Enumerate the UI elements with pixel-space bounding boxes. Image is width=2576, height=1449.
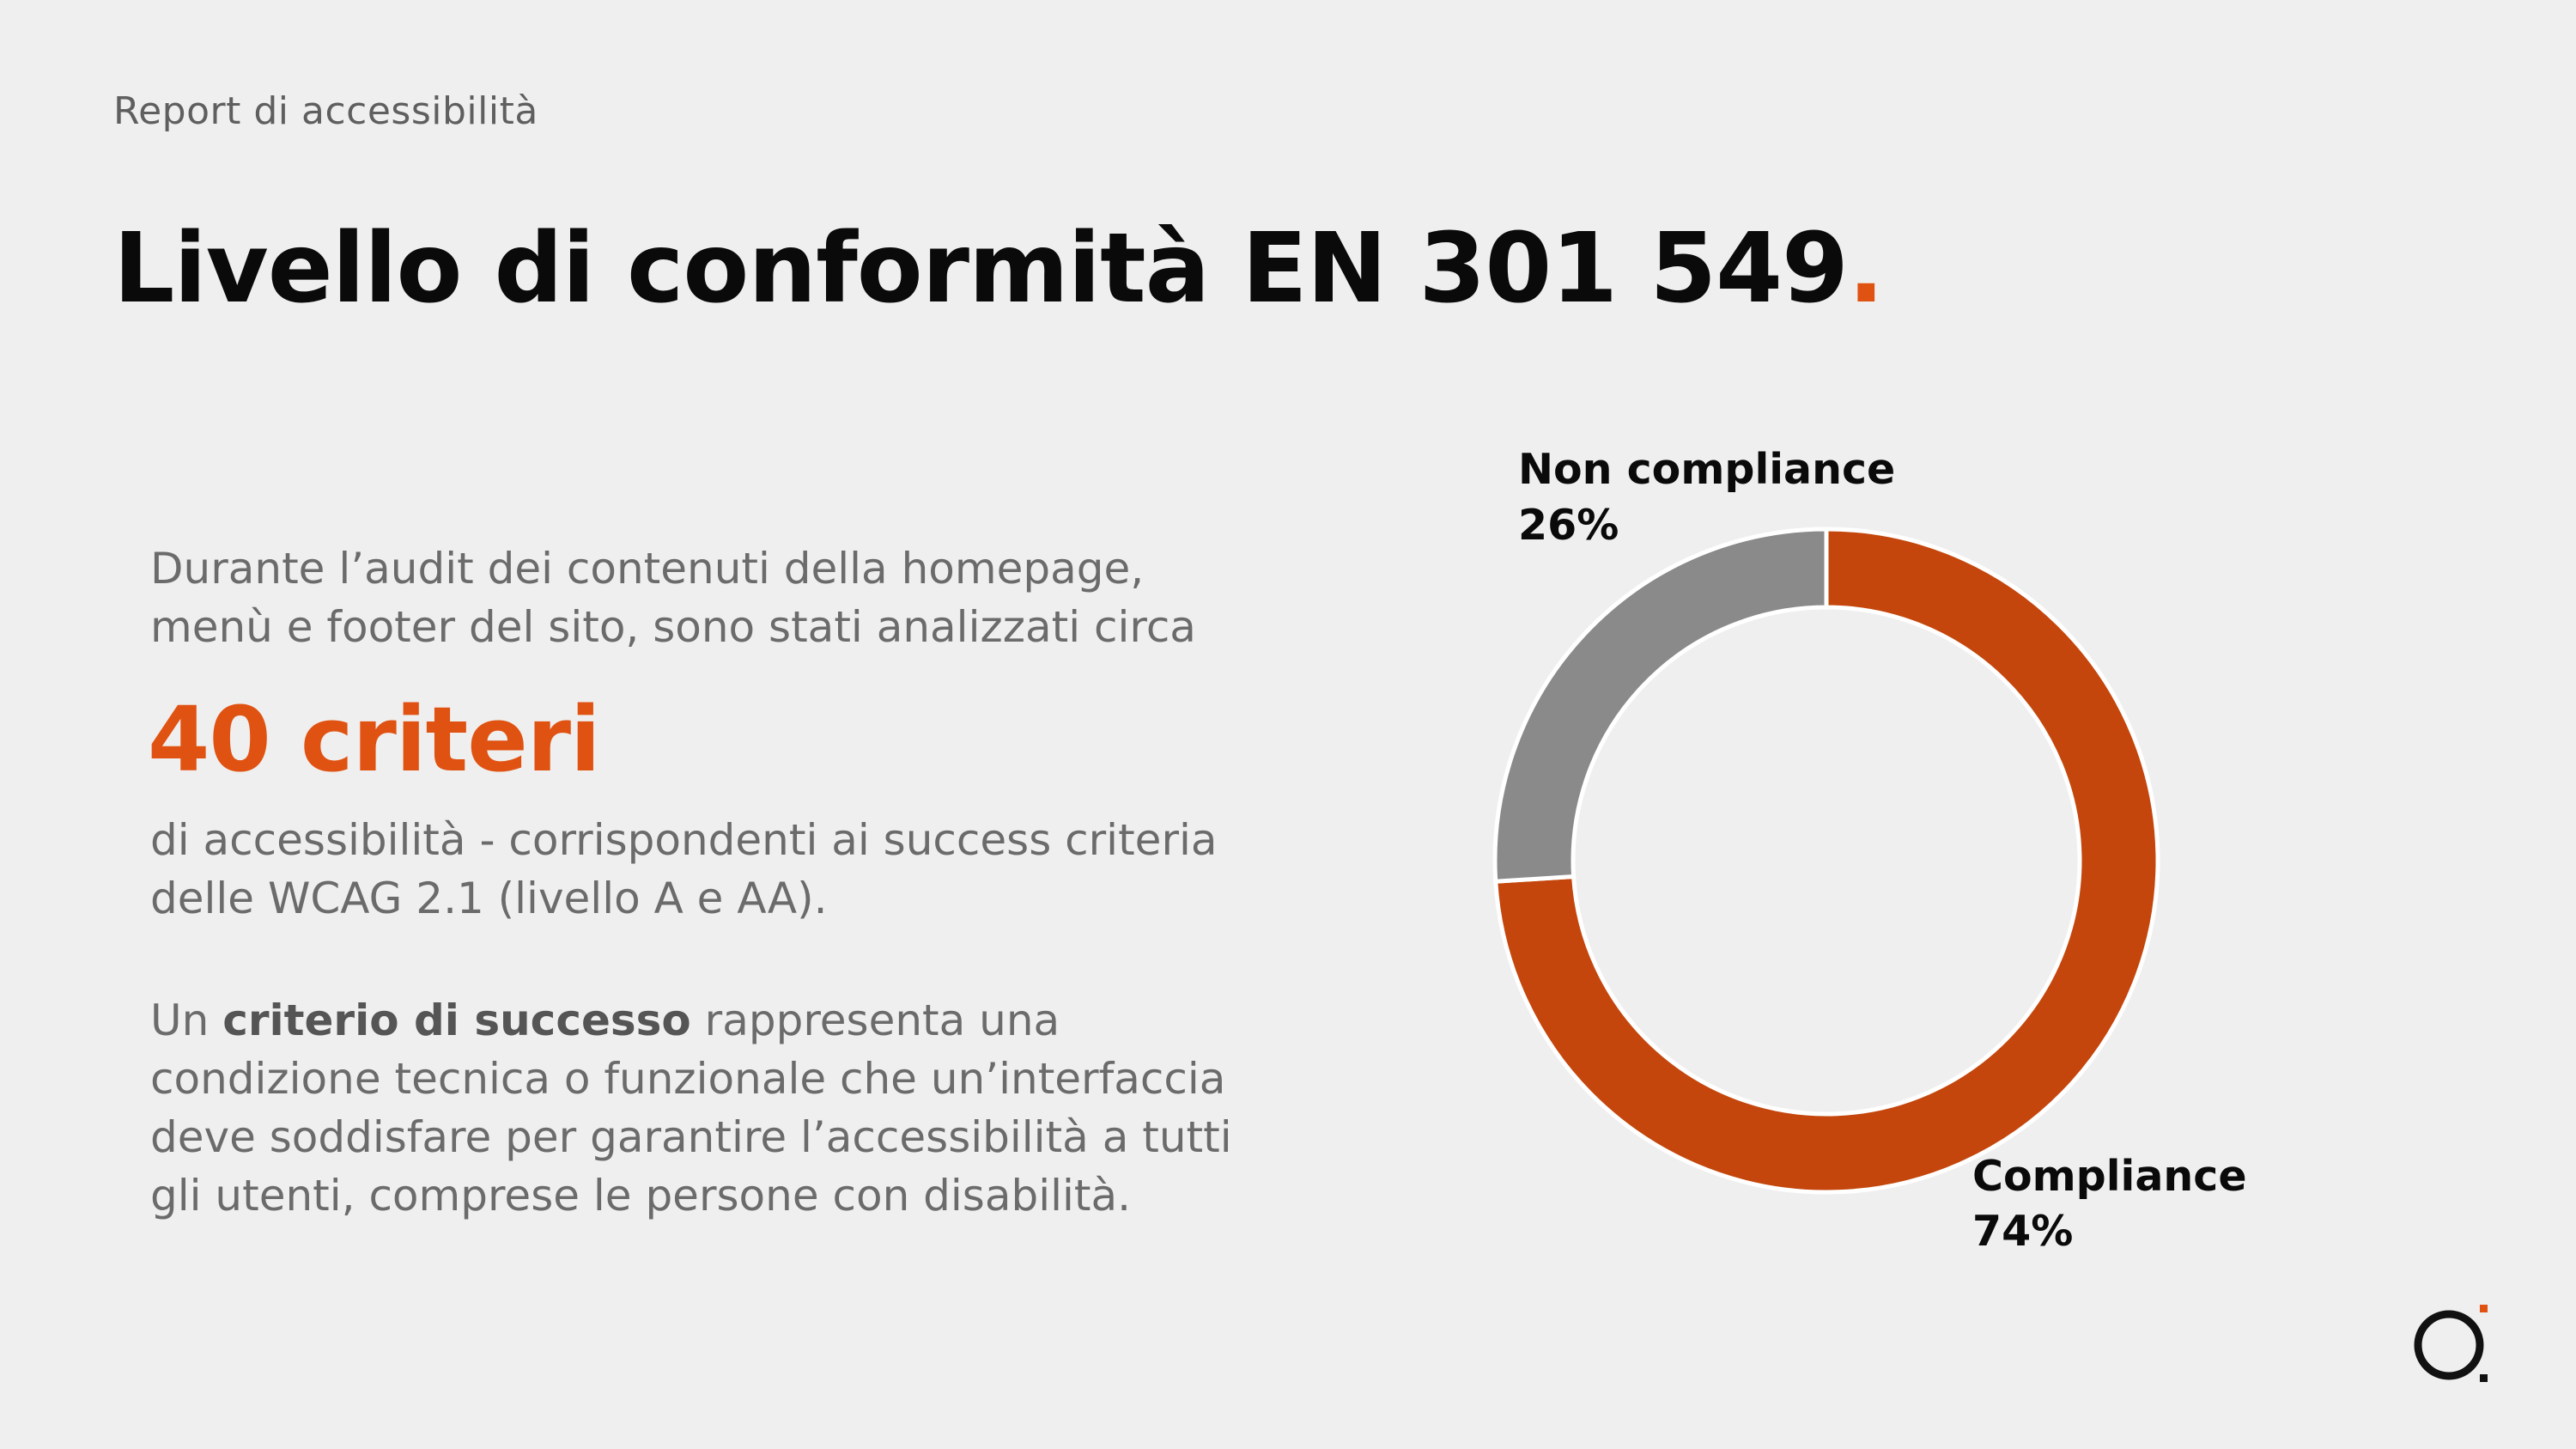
para3-rest: rappresenta una condizione tecnica o funzionale che un’interfaccia deve soddisfare per garantire l’accessibilità a tutti gli utenti, comprese le persone con disabilità. [150, 995, 1232, 1221]
label-non-compliance-name: Non compliance [1518, 445, 1896, 494]
label-compliance-value: 74% [1972, 1207, 2074, 1256]
report-kicker: Report di accessibilità [113, 89, 538, 133]
brand-logo-icon [2404, 1299, 2499, 1393]
para3-prefix: Un [150, 995, 223, 1045]
label-non-compliance-value: 26% [1518, 501, 1619, 550]
wcag-paragraph: di accessibilità - corrispondenti ai success criteria delle WCAG 2.1 (livello A e AA). [150, 815, 1218, 923]
criteria-count-stat: 40 criteri [148, 687, 600, 792]
intro-paragraph: Durante l’audit dei contenuti della homepage, menù e footer del sito, sono stati analizzati circa [150, 544, 1196, 652]
donut-slice-non-compliance [1495, 529, 1826, 881]
success-criterion-term: criterio di successo [222, 995, 691, 1045]
title-dot: . [1847, 213, 1884, 325]
label-compliance-name: Compliance [1972, 1152, 2247, 1201]
page-title-text: Livello di conformità EN 301 549 [113, 213, 1848, 325]
